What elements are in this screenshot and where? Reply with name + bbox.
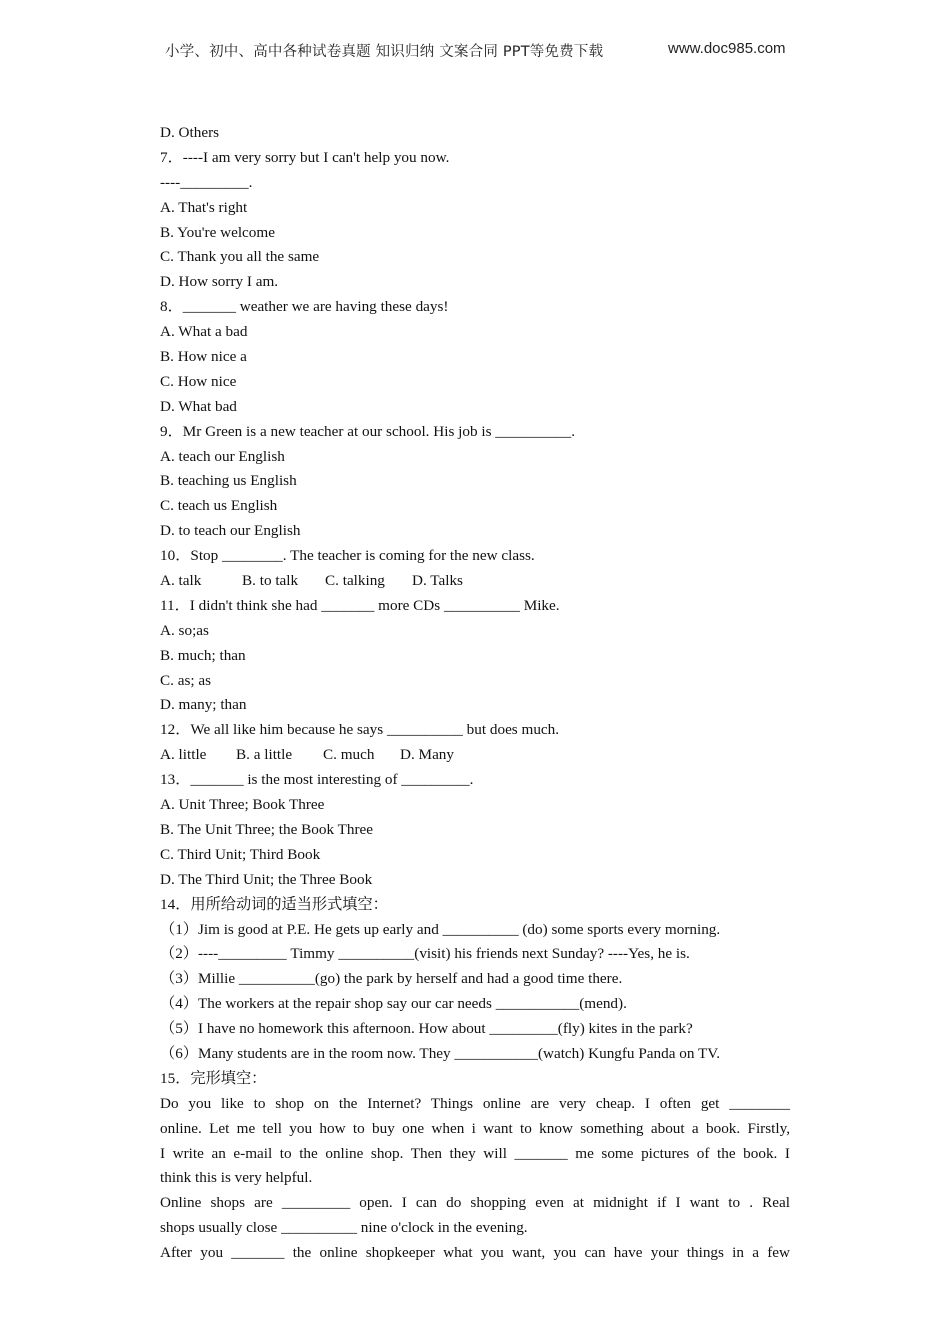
fill-in-item: （6）Many students are in the room now. They ___________(watch) Kungfu Panda on TV.	[160, 1044, 721, 1062]
option-line: C. teach us English	[160, 497, 278, 515]
question-15-heading: 15．完形填空：	[160, 1069, 267, 1087]
option-line: A. teach our English	[160, 447, 285, 465]
document-body	[160, 121, 790, 1266]
question-11: 11．I didn't think she had _______ more CDs __________ Mike.	[160, 596, 560, 614]
answer-blank-line: ----_________.	[160, 173, 253, 191]
option-a: A. little	[160, 746, 207, 764]
option-c: C. much	[323, 746, 375, 764]
fill-in-item: （5）I have no homework this afternoon. How about _________(fly) kites in the park?	[160, 1020, 693, 1038]
question-14-heading: 14．用所给动词的适当形式填空：	[160, 895, 388, 913]
option-line: D. many; than	[160, 696, 247, 714]
option-line: C. as; as	[160, 671, 212, 689]
option-a: A. talk	[160, 572, 202, 590]
option-line: B. You're welcome	[160, 223, 275, 241]
option-line: C. Thank you all the same	[160, 248, 320, 266]
options-row	[160, 743, 790, 768]
fill-in-item: （1）Jim is good at P.E. He gets up early and __________ (do) some sports every morning.	[160, 920, 721, 938]
question-9: 9．Mr Green is a new teacher at our school. His job is __________.	[160, 422, 576, 440]
option-line: D. to teach our English	[160, 522, 301, 540]
option-line: B. How nice a	[160, 348, 247, 366]
option-line: D. Others	[160, 124, 220, 141]
question-10: 10．Stop ________. The teacher is coming for the new class.	[160, 547, 535, 565]
option-line: B. much; than	[160, 646, 246, 664]
header-site-link[interactable]: www.doc985.com	[668, 40, 786, 57]
option-line: D. What bad	[160, 397, 237, 415]
option-line: A. Unit Three; Book Three	[160, 796, 325, 814]
passage-line: Online shops are _________ open. I can do shopping even at midnight if I want to . Real	[160, 1194, 790, 1212]
option-line: A. That's right	[160, 198, 248, 216]
option-line: D. The Third Unit; the Three Book	[160, 870, 373, 888]
question-8: 8．_______ weather we are having these days!	[160, 298, 449, 316]
option-d: D. Talks	[412, 572, 463, 590]
option-line: A. so;as	[160, 621, 209, 639]
question-7: 7．----I am very sorry but I can't help you now.	[160, 148, 450, 166]
option-line: B. teaching us English	[160, 472, 297, 490]
passage-line: shops usually close __________ nine o'clock in the evening.	[160, 1219, 528, 1237]
option-d: D. Many	[400, 746, 454, 764]
question-13: 13．_______ is the most interesting of _________.	[160, 771, 474, 789]
option-line: C. Third Unit; Third Book	[160, 845, 321, 863]
option-line: A. What a bad	[160, 323, 248, 341]
option-b: B. to talk	[242, 572, 299, 590]
option-b: B. a little	[236, 746, 293, 764]
options-row	[160, 569, 790, 594]
passage-line: think this is very helpful.	[160, 1169, 313, 1187]
passage-line: After you _______ the online shopkeeper what you want, you can have your things in a few	[160, 1244, 790, 1262]
fill-in-item: （4）The workers at the repair shop say our car needs ___________(mend).	[160, 995, 627, 1013]
option-line: D. How sorry I am.	[160, 273, 279, 291]
fill-in-item: （2）----_________ Timmy __________(visit) his friends next Sunday? ----Yes, he is.	[160, 945, 690, 963]
option-line: B. The Unit Three; the Book Three	[160, 820, 374, 838]
fill-in-item: （3）Millie __________(go) the park by herself and had a good time there.	[160, 970, 623, 988]
option-line: C. How nice	[160, 372, 237, 390]
passage-line: I write an e-mail to the online shop. Then they will _______ me some pictures of the book. I	[160, 1144, 790, 1162]
passage-line: Do you like to shop on the Internet? Things online are very cheap. I often get ________	[160, 1094, 790, 1112]
cloze-passage	[160, 1092, 790, 1266]
page-header	[0, 40, 950, 62]
option-c: C. talking	[325, 572, 385, 590]
question-12: 12．We all like him because he says __________ but does much.	[160, 721, 560, 739]
header-title: 小学、初中、高中各种试卷真题 知识归纳 文案合同 PPT等免费下载	[165, 44, 604, 60]
passage-line: online. Let me tell you how to buy one when i want to know something about a book. Firstly,	[160, 1119, 790, 1137]
